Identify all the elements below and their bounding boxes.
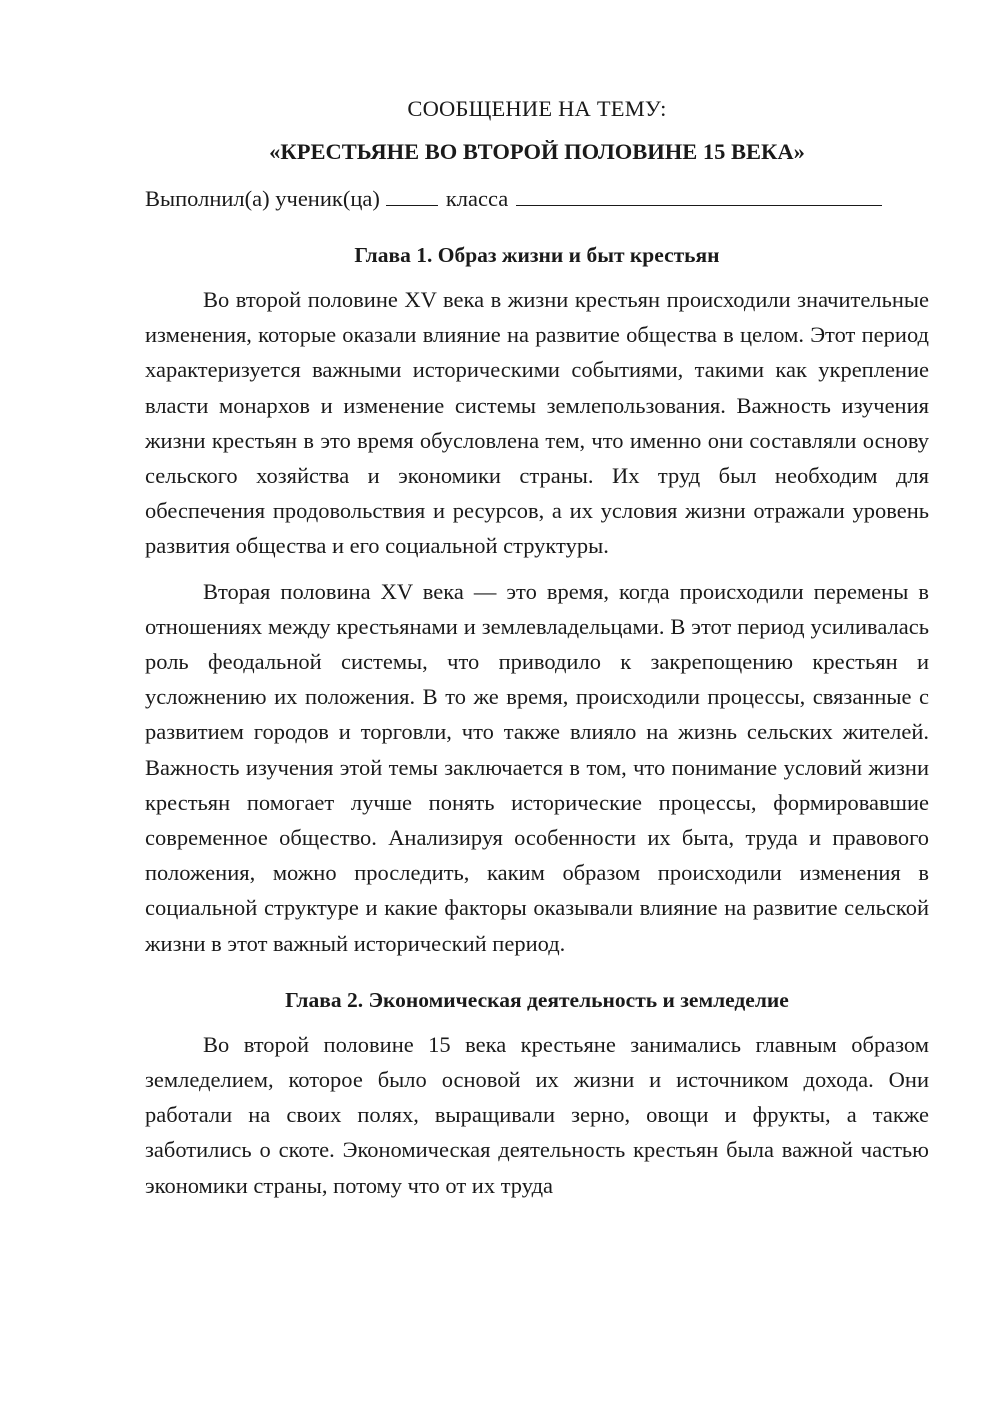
document-page	[145, 92, 929, 1203]
chapter-2-heading: Глава 2. Экономическая деятельность и земледелие	[285, 987, 789, 1012]
chapter-1-paragraph-1: Во второй половине XV века в жизни крестьян происходили значительные изменения, которые оказали влияние на развитие общества в целом. Этот период характеризуется важными историческими событиями, такими как укрепление власти монархов и изменение системы землепользования. Важность изучения жизни крестьян в это время обусловлена тем, что именно они составляли основу сельского хозяйства и экономики страны. Их труд был необходим для обеспечения продовольствия и ресурсов, а их условия жизни отражали уровень развития общества и его социальной структуры.	[145, 287, 929, 559]
student-name-blank	[516, 183, 882, 206]
signature-line	[145, 182, 929, 216]
class-label: класса	[445, 186, 509, 211]
chapter-1-heading: Глава 1. Образ жизни и быт крестьян	[354, 243, 720, 267]
chapter-1-paragraph-2: Вторая половина XV века — это время, когда происходили перемены в отношениях между крестьянами и землевладельцами. В этот период усиливалась роль феодальной системы, что приводило к закрепощению крестьян и усложнению их положения. В то же время, происходили процессы, связанные с развитием городов и торговли, что также влияло на жизнь сельских жителей. Важность изучения этой темы заключается в том, что понимание условий жизни крестьян помогает лучше понять исторические процессы, формировавшие современное общество. Анализируя особенности их быта, труда и правового положения, можно проследить, каким образом происходили изменения в социальной структуре и какие факторы оказывали влияние на развитие сельской жизни в этот важный исторический период.	[145, 578, 929, 956]
performed-by-label: Выполнил(а) ученик(ца)	[145, 186, 380, 211]
class-number-blank	[386, 183, 438, 206]
document-title: «КРЕСТЬЯНЕ ВО ВТОРОЙ ПОЛОВИНЕ 15 ВЕКА»	[269, 139, 805, 164]
chapter-2-paragraph-1: Во второй половине 15 века крестьяне занимались главным образом земледелием, которое было основой их жизни и источником дохода. Они работали на своих полях, выращивали зерно, овощи и фрукты, а также заботились о скоте. Экономическая деятельность крестьян была важной частью экономики страны, потому что от их труда	[145, 1031, 929, 1198]
document-kicker: СООБЩЕНИЕ НА ТЕМУ:	[407, 96, 667, 121]
